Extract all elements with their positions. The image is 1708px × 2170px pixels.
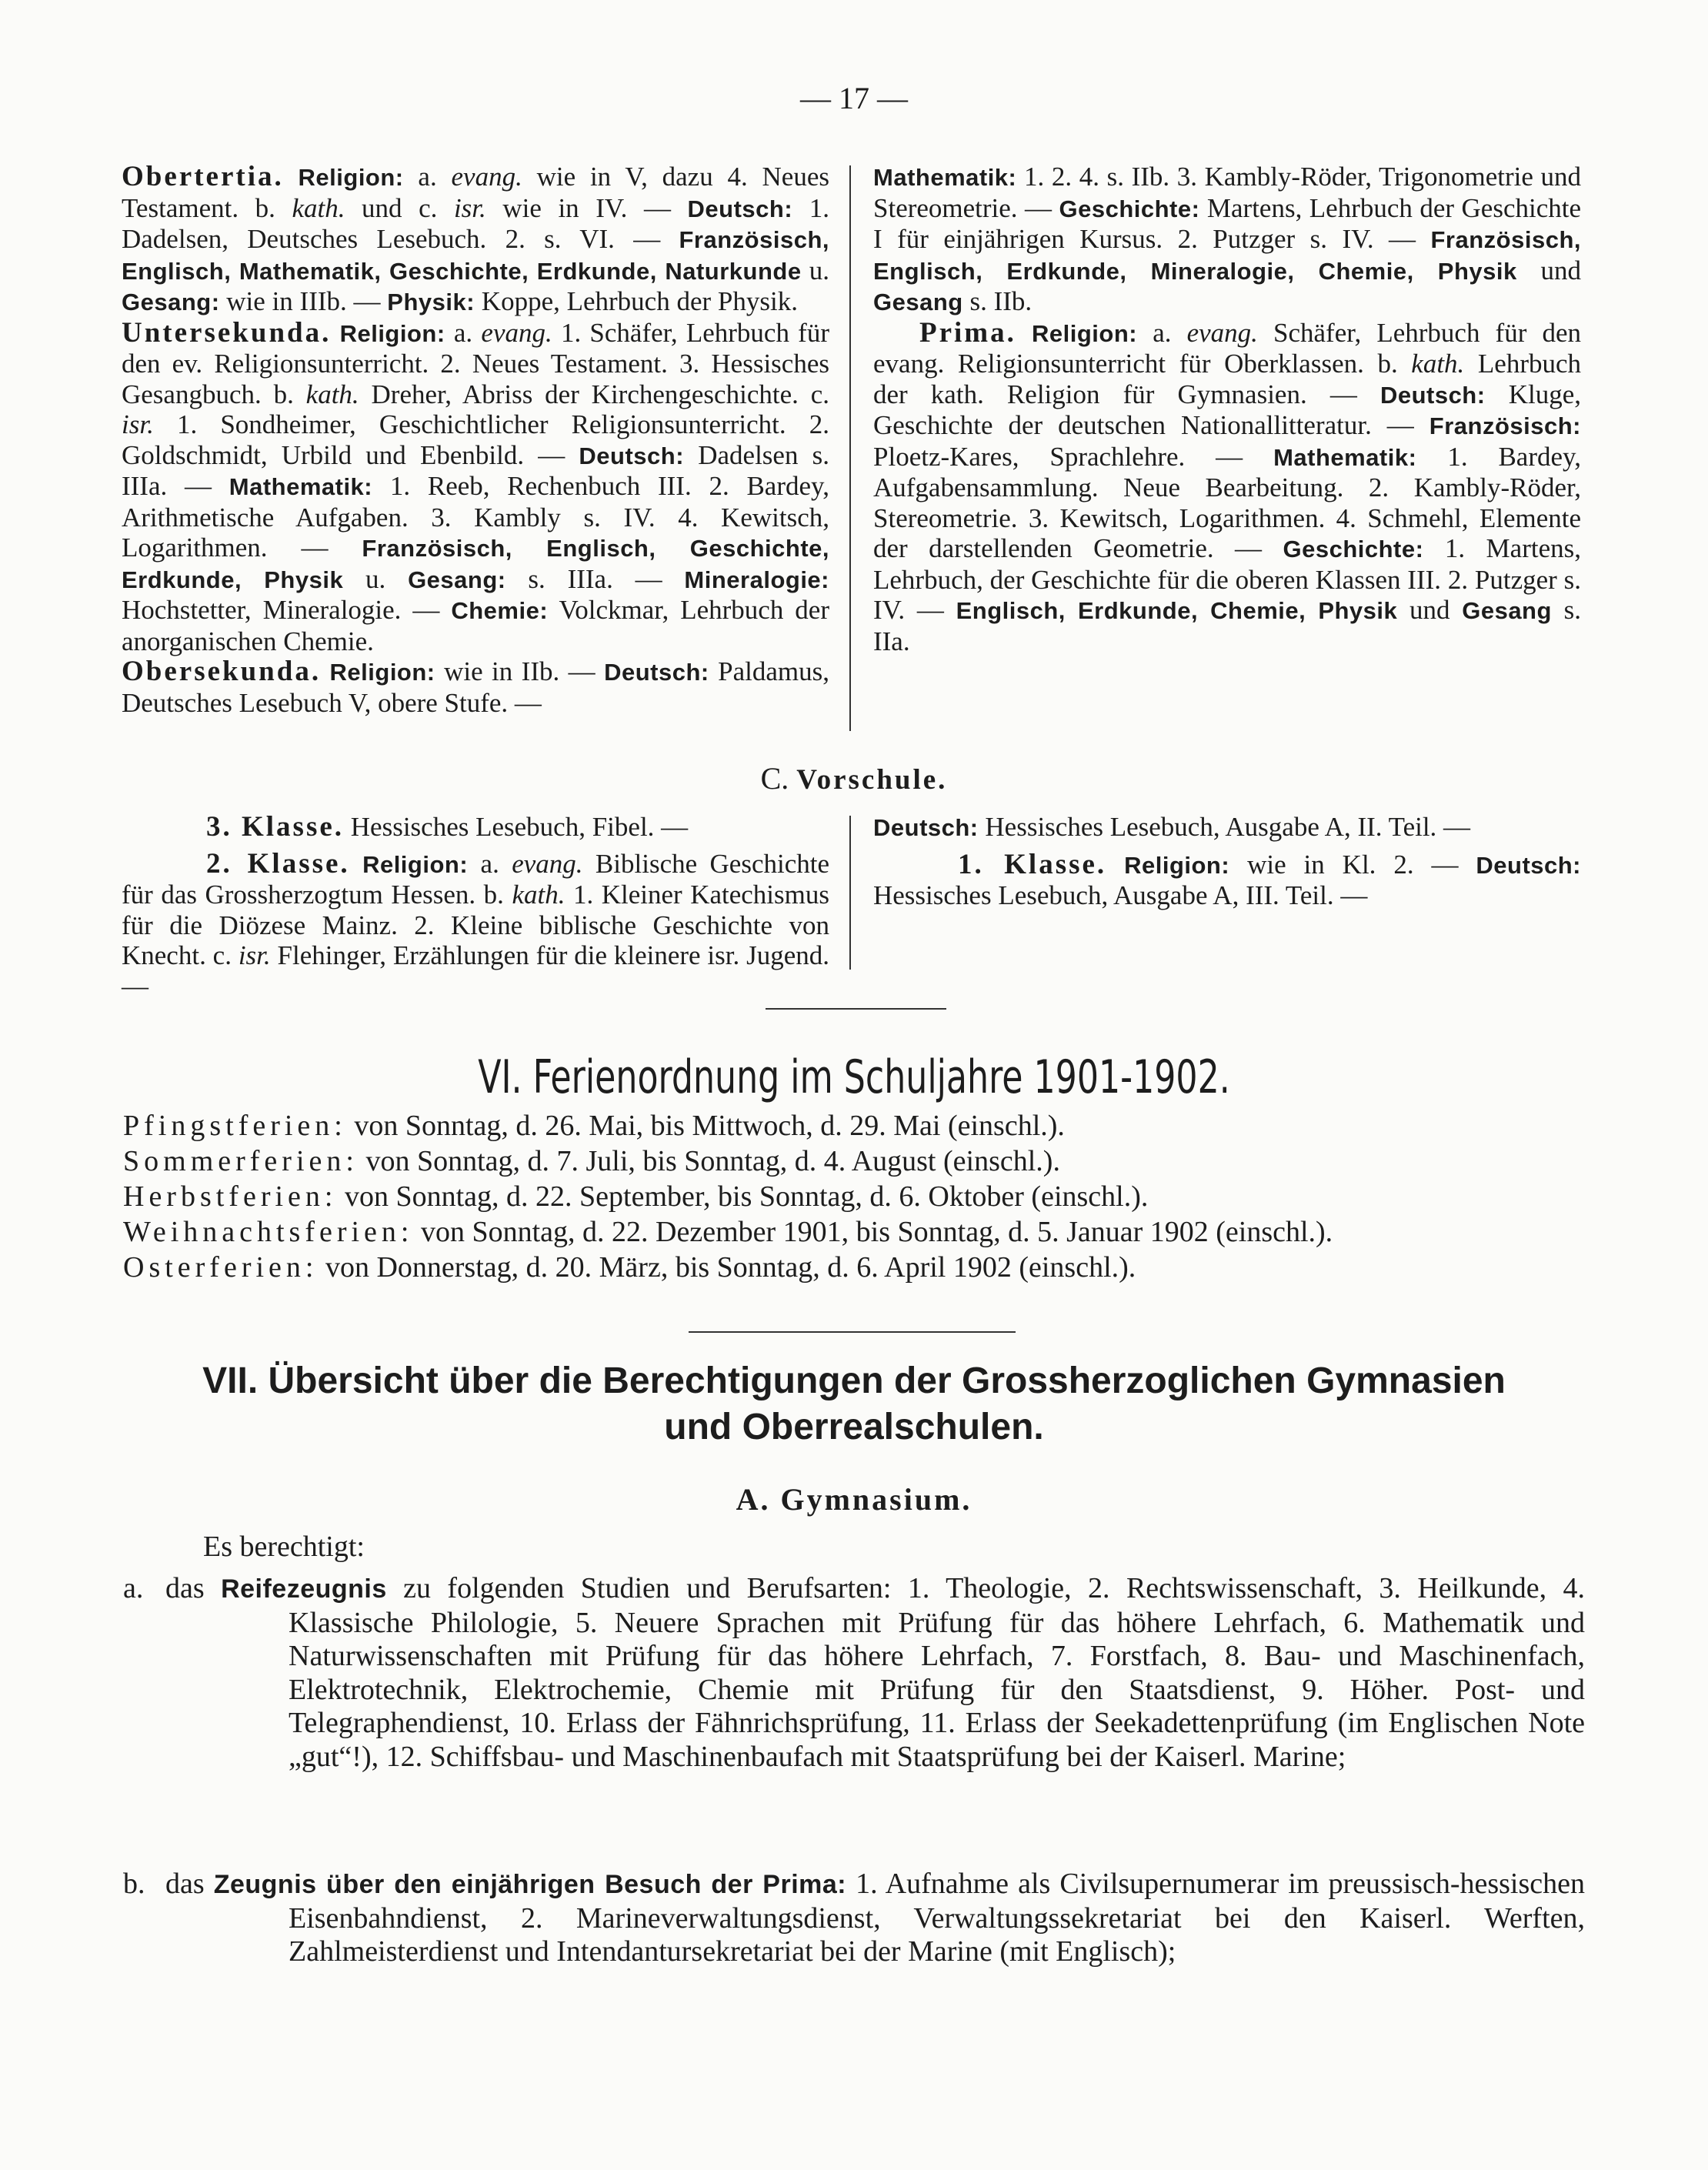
text: s. IIa. [873, 595, 1582, 656]
denomination: kath. [305, 379, 359, 409]
subject-label: Religion: [362, 850, 469, 878]
klasse-1-paragraph [873, 850, 1581, 911]
text: a. [403, 162, 452, 192]
text: Schäfer, Lehrbuch für den evang. Religionsunterricht für Oberklassen. b. [873, 317, 1582, 379]
text: a. [468, 848, 512, 879]
klasse-2-paragraph [122, 849, 829, 1002]
text: 1. Dadelsen, Deutsches Lesebuch. 2. s. VI. — [122, 192, 829, 254]
text: Biblische Geschichte für das Grossherzogtum Hessen. b. [122, 848, 829, 910]
subject-label: Deutsch: [873, 814, 979, 841]
subject-label: Mathematik: [1273, 443, 1417, 471]
subject-label: Deutsch: [1476, 851, 1582, 879]
ferien-item-pfingsten [123, 1108, 1585, 1143]
text: das [165, 1868, 214, 1900]
subject-label: Mathematik: [229, 473, 373, 500]
obersekunda-heading: Obersekunda. [122, 656, 322, 687]
subject-label: Deutsch: [1379, 381, 1486, 409]
klasse-2-paragraph-cont [873, 812, 1581, 843]
text: 1. Schäfer, Lehrbuch für den ev. Religionsunterricht. 2. Neues Testament. 3. Hessisches Gesangbuch. b. [122, 317, 829, 409]
vorschule-left-column [122, 812, 829, 1001]
berechtigungen-title-line-1: VII. Übersicht über die Berechtigungen der Grossherzoglichen Gymnasien [202, 1360, 1506, 1401]
ferien-name: Herbstferien: [123, 1180, 338, 1213]
page-number: — 17 — [800, 81, 908, 115]
text: Volckmar, Lehrbuch der anorganischen Chemie. [122, 595, 829, 656]
subject-label: Mathematik: [873, 164, 1017, 191]
entry-marker: b. [123, 1868, 145, 1900]
text: s. IIIa. — [505, 563, 685, 594]
text: Hessisches Lesebuch, Ausgabe A, III. Teil. — [873, 880, 1368, 910]
subject-label: Deutsch: [604, 659, 709, 686]
vorschule-right-column [873, 812, 1581, 911]
text: und [1397, 595, 1463, 625]
prima-heading: Prima. [919, 316, 1016, 349]
left-column [122, 162, 829, 718]
ferien-dates: von Sonntag, d. 7. Juli, bis Sonntag, d. 4. August (einschl.). [358, 1145, 1060, 1177]
entry-reifezeugnis [123, 1572, 1585, 1774]
text: 1. Reeb, Rechenbuch III. 2. Bardey, Arithmetische Aufgaben. 3. Kambly s. IV. 4. Kewitsch, Logarithmen. — [122, 471, 829, 563]
text: Kluge, Geschichte der deutschen Nationallitteratur. — [873, 379, 1581, 440]
entry-marker: a. [123, 1572, 144, 1604]
column-divider [849, 165, 851, 731]
text: Hochstetter, Mineralogie. — [122, 595, 452, 625]
denomination: isr. [238, 940, 271, 970]
text: und c. [345, 192, 454, 223]
ferien-name: Pfingstferien: [123, 1110, 347, 1142]
ferien-item-weihnachten [123, 1214, 1585, 1250]
text: und [1516, 255, 1581, 285]
ferien-dates: von Sonntag, d. 22. Dezember 1901, bis Sonntag, d. 5. Januar 1902 (einschl.). [413, 1216, 1333, 1248]
text: u. [801, 255, 829, 285]
text: wie in IIIb. — [219, 286, 388, 316]
denomination: evang. [512, 848, 583, 879]
denomination: kath. [1411, 349, 1465, 379]
subject-label: Französisch, Englisch, Erdkunde, Mineralogie, Chemie, Physik [873, 226, 1581, 285]
entry-keyword: Reifezeugnis [221, 1574, 387, 1604]
ferien-list [123, 1108, 1585, 1285]
ferien-dates: von Sonntag, d. 22. September, bis Sonntag, d. 6. Oktober (einschl.). [337, 1180, 1149, 1213]
vorschule-prefix: C. [760, 761, 797, 796]
denomination: kath. [292, 192, 345, 223]
section-divider [766, 1008, 946, 1010]
text: wie in V, dazu 4. Neues Testament. b. [122, 162, 829, 223]
obersekunda-paragraph-start [122, 656, 829, 718]
denomination: evang. [451, 162, 522, 192]
text: 1. Martens, Lehrbuch, der Geschichte für die oberen Klassen III. 2. Putzger s. IV. — [873, 533, 1581, 625]
ferien-name: Osterferien: [123, 1251, 319, 1284]
entry-prima-zeugnis [123, 1868, 1585, 1969]
subject-label: Chemie: [451, 597, 549, 624]
text: Koppe, Lehrbuch der Physik. [475, 286, 798, 316]
klasse-3-paragraph [122, 812, 829, 843]
subject-label: Deutsch: [579, 442, 685, 469]
untersekunda-paragraph [122, 318, 829, 657]
text: Dreher, Abriss der Kirchengeschichte. c. [359, 379, 829, 409]
denomination: isr. [453, 192, 486, 223]
text: Dadelsen s. IIIa. — [122, 439, 829, 501]
subject-label: Gesang: [122, 289, 220, 315]
text: 1. 2. 4. s. IIb. 3. Kambly-Röder, Trigonometrie und Stereometrie. — [873, 162, 1581, 223]
subject-label: Religion: [298, 164, 404, 191]
subject-label: Religion: [329, 659, 435, 686]
obersekunda-paragraph-cont [873, 162, 1581, 318]
denomination: kath. [512, 880, 565, 910]
text: wie in IIb. — [435, 656, 605, 686]
denomination: isr. [122, 409, 154, 439]
subject-label: Religion: [1124, 851, 1230, 879]
denomination: evang. [481, 317, 552, 348]
ferien-dates: von Donnerstag, d. 20. März, bis Sonntag, d. 6. April 1902 (einschl.). [318, 1251, 1136, 1284]
ferien-dates: von Sonntag, d. 26. Mai, bis Mittwoch, d. 29. Mai (einschl.). [346, 1110, 1065, 1142]
text: 1. Kleiner Katechismus für die Diözese Mainz. 2. Kleine biblische Geschichte von Knecht. c. [122, 880, 829, 970]
section-divider [689, 1331, 1016, 1333]
entry-body [165, 1868, 1585, 1969]
berechtigungen-title [0, 1358, 1708, 1451]
text: Lehrbuch der kath. Religion für Gymnasien. — [873, 349, 1582, 409]
text: 1. Aufnahme als Civilsupernumerar im preussisch-hessischen Eisenbahndienst, 2. Marineverwaltungsdienst, Verwaltungssekretariat bei den Kaiserl. Werften, Zahlmeisterdienst und Intendantursekretariat bei der Marine (mit Englisch); [289, 1868, 1585, 1968]
berechtigungen-title-line-2: und Oberrealschulen. [664, 1407, 1044, 1447]
subject-label: Französisch, Englisch, Mathematik, Geschichte, Erdkunde, Naturkunde [122, 226, 829, 285]
subject-label: Deutsch: [687, 195, 793, 222]
untersekunda-heading: Untersekunda. [122, 316, 332, 349]
text: u. [343, 563, 409, 594]
subject-label: Religion: [1031, 319, 1138, 347]
vorschule-heading [0, 760, 1708, 796]
text: Flehinger, Erzählungen für die kleinere isr. Jugend. — [122, 940, 829, 1001]
obertertia-heading: Obertertia. [122, 161, 284, 192]
subject-label: Religion: [339, 319, 445, 347]
obertertia-paragraph [122, 162, 829, 318]
gymnasium-heading: A. Gymnasium. [736, 1482, 972, 1517]
vorschule-title: Vorschule. [796, 764, 948, 796]
entry-body [165, 1572, 1586, 1774]
entry-keyword: Zeugnis über den einjährigen Besuch der Prima: [213, 1870, 847, 1899]
subject-label: Geschichte: [1059, 195, 1200, 222]
right-column [873, 162, 1581, 656]
text: a. [1137, 317, 1187, 348]
text: wie in Kl. 2. — [1229, 849, 1476, 880]
ferien-name: Weihnachtsferien: [123, 1216, 414, 1248]
ferien-name: Sommerferien: [123, 1145, 359, 1177]
subject-label: Englisch, Erdkunde, Chemie, Physik [956, 597, 1398, 624]
subject-label: Gesang: [408, 566, 506, 593]
ferien-title: VI. Ferienordnung im Schuljahre 1901-1902. [478, 1050, 1230, 1104]
subject-label: Französisch: [1429, 412, 1581, 439]
klasse-2-heading: 2. Klasse. [206, 847, 350, 880]
column-divider [849, 816, 851, 970]
subject-label: Geschichte: [1283, 536, 1424, 563]
klasse-1-heading: 1. Klasse. [958, 848, 1107, 880]
denomination: evang. [1186, 317, 1258, 348]
subject-label: Mineralogie: [684, 566, 830, 593]
text: Martens, Lehrbuch der Geschichte I für einjährigen Kursus. 2. Putzger s. IV. — [873, 192, 1581, 254]
text: Paldamus, Deutsches Lesebuch V, obere Stufe. — [122, 656, 830, 718]
text: 1. Sondheimer, Geschichtlicher Religionsunterricht. 2. Goldschmidt, Urbild und Ebenbild. — [122, 409, 829, 470]
klasse-3-heading: 3. Klasse. [206, 811, 345, 843]
text: zu folgenden Studien und Berufsarten: 1. Theologie, 2. Rechtswissenschaft, 3. Heilkunde, 4. Klassische Philologie, 5. Neuere Sprachen mit Prüfung für das höhere Lehrfach, 6. Mathematik und Naturwissenschaften mit Prüfung für das höhere Lehrfach, 7. Forstfach, 8. Bau- und Maschinenfach, Elektrotechnik, Elektrochemie, Chemie mit Prüfung für den Staatsdienst, 9. Höher. Post- und Telegraphendienst, 10. Erlass der Fähnrichsprüfung, 11. Erlass der Seekadettenprüfung (im Englischen Note „gut“!), 12. Schiffsbau- und Maschinenbaufach mit Staatsprüfung bei der Kaiserl. Marine; [289, 1572, 1586, 1773]
subject-label: Gesang [873, 289, 963, 315]
ferien-item-ostern [123, 1250, 1585, 1285]
text: das [165, 1572, 222, 1604]
text: wie in IV. — [485, 192, 688, 223]
text: Hessisches Lesebuch, Fibel. — [344, 812, 689, 842]
ferien-item-herbst [123, 1179, 1585, 1214]
subject-label: Französisch, Englisch, Geschichte, Erdkunde, Physik [122, 535, 830, 593]
text: a. [445, 317, 482, 348]
text: Hessisches Lesebuch, Ausgabe A, II. Teil. — [978, 812, 1471, 842]
intro-text: Es berechtigt: [203, 1531, 365, 1563]
subject-label: Gesang [1462, 597, 1552, 624]
subject-label: Physik: [387, 289, 475, 315]
prima-paragraph [873, 318, 1581, 657]
text: Ploetz-Kares, Sprachlehre. — [873, 441, 1274, 472]
text: s. IIb. [962, 286, 1032, 316]
text: 1. Bardey, Aufgabensammlung. Neue Bearbeitung. 2. Kambly-Röder, Stereometrie. 3. Kewitsch, Logarithmen. 4. Schmehl, Elemente der darstellenden Geometrie. — [873, 441, 1582, 563]
ferien-item-sommer [123, 1143, 1585, 1179]
